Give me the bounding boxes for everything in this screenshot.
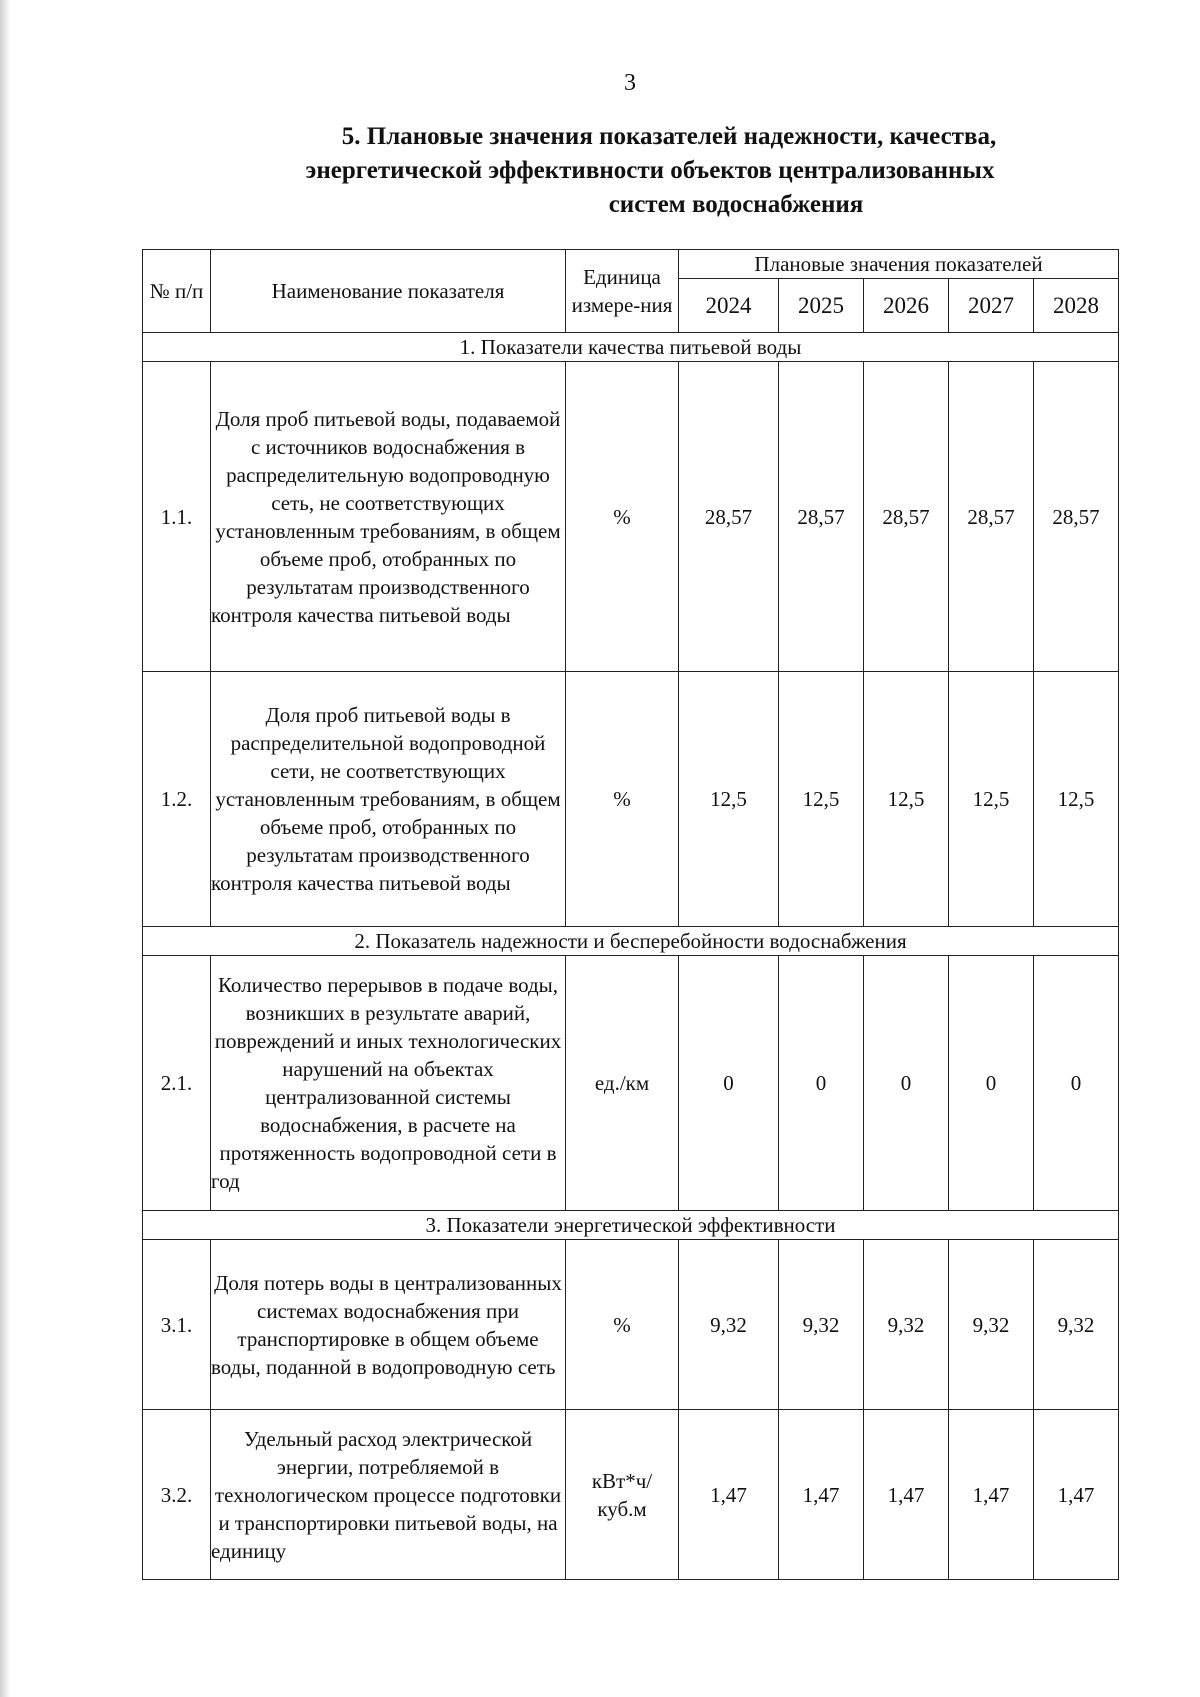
header-year: 2025 xyxy=(779,279,864,333)
value-cell: 1,47 xyxy=(949,1410,1034,1580)
unit-cell: % xyxy=(566,672,679,927)
table-row xyxy=(143,1240,1119,1410)
indicator-name: Удельный расход электрической энергии, потребляемой в технологическом процессе подготовки и транспортировки питьевой воды, на единицу xyxy=(211,1410,566,1580)
header-planned-values: Плановые значения показателей xyxy=(679,250,1119,279)
value-cell: 9,32 xyxy=(1034,1240,1119,1410)
row-number: 1.1. xyxy=(143,362,211,672)
section-title: 2. Показатель надежности и бесперебойности водоснабжения xyxy=(143,927,1119,956)
value-cell: 28,57 xyxy=(779,362,864,672)
value-cell: 1,47 xyxy=(864,1410,949,1580)
unit-cell: % xyxy=(566,1240,679,1410)
value-cell: 28,57 xyxy=(864,362,949,672)
document-title xyxy=(200,120,1100,222)
scan-edge-shadow xyxy=(0,0,10,1697)
value-cell: 1,47 xyxy=(779,1410,864,1580)
title-line-3: систем водоснабжения xyxy=(608,191,864,218)
header-year: 2027 xyxy=(949,279,1034,333)
row-number: 3.1. xyxy=(143,1240,211,1410)
value-cell: 12,5 xyxy=(679,672,779,927)
row-number: 2.1. xyxy=(143,956,211,1211)
header-num: № п/п xyxy=(143,250,211,333)
value-cell: 12,5 xyxy=(864,672,949,927)
page-number: 3 xyxy=(624,70,636,96)
header-name: Наименование показателя xyxy=(211,250,566,333)
value-cell: 0 xyxy=(679,956,779,1211)
header-year: 2028 xyxy=(1034,279,1119,333)
header-unit: Единица измере-ния xyxy=(566,250,679,333)
value-cell: 0 xyxy=(779,956,864,1211)
section-row xyxy=(143,1211,1119,1240)
section-row xyxy=(143,333,1119,362)
value-cell: 28,57 xyxy=(1034,362,1119,672)
row-number: 3.2. xyxy=(143,1410,211,1580)
unit-cell: кВт*ч/ куб.м xyxy=(566,1410,679,1580)
header-year: 2024 xyxy=(679,279,779,333)
value-cell: 28,57 xyxy=(949,362,1034,672)
indicators-table xyxy=(142,249,1119,1580)
title-line-1: 5. Плановые значения показателей надежности, качества, xyxy=(341,123,997,150)
section-title: 3. Показатели энергетической эффективности xyxy=(143,1211,1119,1240)
value-cell: 12,5 xyxy=(949,672,1034,927)
section-title: 1. Показатели качества питьевой воды xyxy=(143,333,1119,362)
value-cell: 9,32 xyxy=(949,1240,1034,1410)
table-row xyxy=(143,956,1119,1211)
table-row xyxy=(143,362,1119,672)
header-year: 2026 xyxy=(864,279,949,333)
value-cell: 12,5 xyxy=(1034,672,1119,927)
indicator-name: Доля проб питьевой воды, подаваемой с источников водоснабжения в распределительную водопроводную сеть, не соответствующих установленным требованиям, в общем объеме проб, отобранных по результатам производственного контроля качества питьевой воды xyxy=(211,362,566,672)
indicator-name: Доля потерь воды в централизованных системах водоснабжения при транспортировке в общем объеме воды, поданной в водопроводную сеть xyxy=(211,1240,566,1410)
value-cell: 0 xyxy=(1034,956,1119,1211)
table-row xyxy=(143,1410,1119,1580)
value-cell: 0 xyxy=(949,956,1034,1211)
value-cell: 1,47 xyxy=(679,1410,779,1580)
title-line-2: энергетической эффективности объектов централизованных xyxy=(305,157,995,184)
value-cell: 9,32 xyxy=(864,1240,949,1410)
row-number: 1.2. xyxy=(143,672,211,927)
value-cell: 1,47 xyxy=(1034,1410,1119,1580)
section-row xyxy=(143,927,1119,956)
value-cell: 0 xyxy=(864,956,949,1211)
unit-cell: ед./км xyxy=(566,956,679,1211)
value-cell: 12,5 xyxy=(779,672,864,927)
indicator-name: Количество перерывов в подаче воды, возникших в результате аварий, повреждений и иных технологических нарушений на объектах централизованной системы водоснабжения, в расчете на протяженность водопроводной сети в год xyxy=(211,956,566,1211)
unit-cell: % xyxy=(566,362,679,672)
table-header-row xyxy=(143,250,1119,279)
value-cell: 9,32 xyxy=(679,1240,779,1410)
value-cell: 9,32 xyxy=(779,1240,864,1410)
value-cell: 28,57 xyxy=(679,362,779,672)
table-row xyxy=(143,672,1119,927)
indicator-name: Доля проб питьевой воды в распределительной водопроводной сети, не соответствующих установленным требованиям, в общем объеме проб, отобранных по результатам производственного контроля качества питьевой воды xyxy=(211,672,566,927)
